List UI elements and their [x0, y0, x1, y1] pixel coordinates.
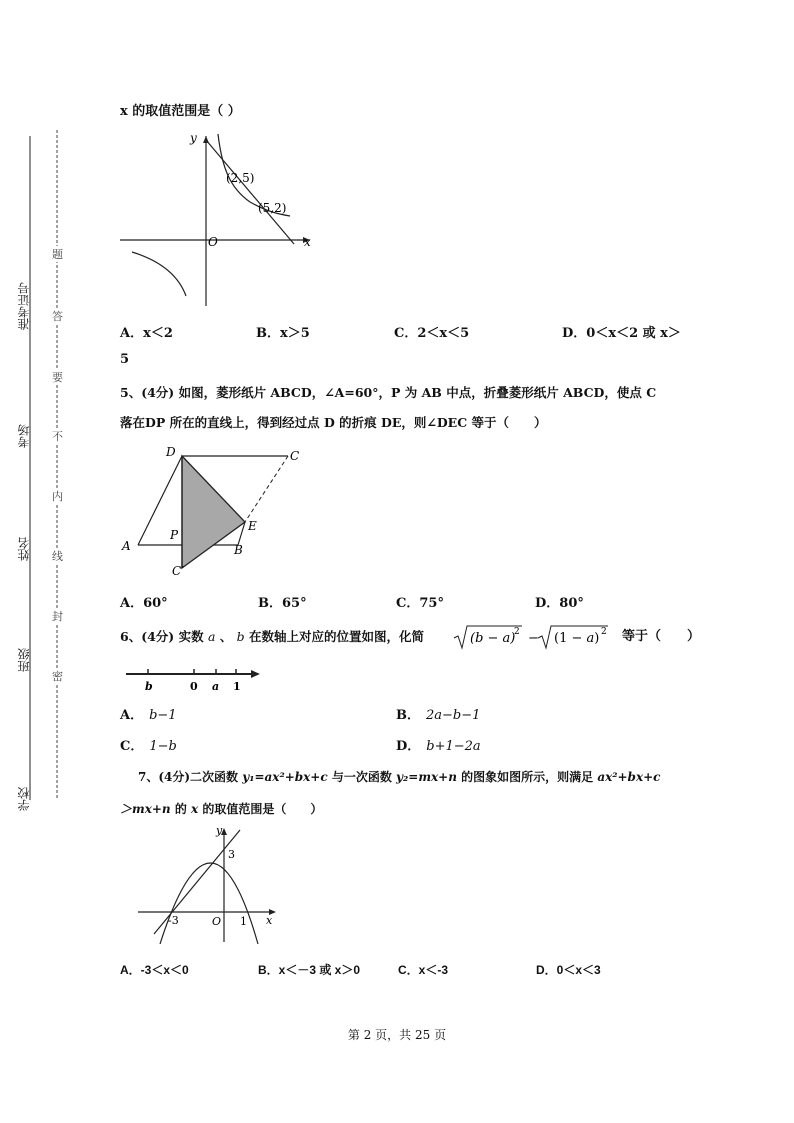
origin-label: O [208, 235, 218, 249]
label-school: 学校 [17, 787, 31, 811]
label-p: P [170, 528, 179, 542]
q5-option-d[interactable]: D．80° [535, 596, 584, 611]
q5-option-b[interactable]: B．65° [258, 596, 307, 611]
label-1: 1 [240, 915, 247, 928]
svg-text:2: 2 [514, 627, 520, 637]
q5-stem-line1: 5、(4分) 如图，菱形纸片 ABCD，∠A=60°，P 为 AB 中点，折叠菱形纸片 ABCD，使点 C [120, 385, 657, 400]
svg-text:−: − [528, 631, 539, 646]
label-neg3: -3 [168, 914, 179, 927]
linear-line [154, 830, 240, 934]
label-exam-id: 准考证号 [17, 282, 31, 330]
q4-option-a[interactable]: A．x＜2 [120, 326, 173, 341]
q6-middle: 在数轴上对应的位置如图，化简 [249, 629, 425, 644]
q4-graph [118, 128, 323, 310]
q7-option-c[interactable]: C．x＜-3 [398, 963, 449, 977]
svg-text:(1 − a): (1 − a) [554, 631, 600, 646]
q7-stem-line2: ＞mx+n 的 x 的取值范围是（ ） [120, 802, 323, 816]
nl-a: a [212, 680, 220, 693]
seal-char: 封 [52, 610, 63, 623]
binding-lines [0, 0, 80, 1123]
q5-stem-line2: 落在DP 所在的直线上，得到经过点 D 的折痕 DE，则∠DEC 等于（ ） [120, 415, 547, 430]
q6-sep: 、 [219, 629, 233, 644]
q6-var-a: a [207, 629, 216, 644]
hyperbola-branch-left [132, 252, 186, 296]
origin-label: O [212, 915, 222, 928]
seal-char: 题 [52, 248, 63, 261]
x-axis-label: x [304, 235, 311, 249]
point-label-5-2: (5,2) [258, 201, 287, 215]
seal-char: 线 [52, 550, 63, 563]
page-footer: 第 2 页，共 25 页 [347, 1028, 447, 1042]
q4-option-c[interactable]: C．2＜x＜5 [394, 326, 470, 341]
q4-option-d-continued: 5 [120, 352, 130, 367]
label-class: 班级 [17, 648, 31, 672]
point-label-2-5: (2,5) [226, 171, 255, 185]
nl-one: 1 [233, 680, 241, 693]
q4-option-d[interactable]: D．0＜x＜2 或 x＞ [562, 326, 681, 341]
linear-function-line [206, 140, 294, 244]
q6-var-b: b [236, 629, 245, 644]
y-axis-label: y [190, 131, 197, 145]
q6-number-line [120, 664, 265, 694]
q7-stem-line1: 7、(4分)二次函数 y₁=ax²+bx+c 与一次函数 y₂=mx+n 的图象如图所示，则满足 ax²+bx+c [138, 770, 661, 784]
q7-option-a[interactable]: A．-3＜x＜0 [120, 963, 189, 977]
label-name: 姓名 [17, 537, 31, 561]
svg-text:(b − a): (b − a) [470, 631, 516, 646]
q6-option-b[interactable]: B． 2a−b−1 [396, 708, 481, 723]
label-a: A [122, 539, 131, 553]
q7-option-d[interactable]: D．0＜x＜3 [536, 963, 601, 977]
seal-char: 答 [52, 310, 63, 323]
label-e: E [248, 519, 257, 533]
q6-option-d[interactable]: D． b+1−2a [396, 739, 481, 754]
seal-char: 密 [52, 670, 63, 683]
q5-figure [118, 442, 308, 580]
q4-option-b[interactable]: B．x＞5 [256, 326, 310, 341]
parabola [160, 863, 258, 944]
q7-option-b[interactable]: B．x＜－3 或 x＞0 [258, 963, 361, 977]
q7-graph [136, 822, 284, 944]
q6-option-c[interactable]: C． 1−b [120, 739, 177, 754]
q6-prefix: 6、(4分) 实数 [120, 629, 204, 644]
q4-stem-tail: x 的取值范围是（ ） [120, 104, 241, 119]
nl-zero: 0 [190, 680, 198, 693]
q5-option-a[interactable]: A．60° [120, 596, 168, 611]
q5-option-c[interactable]: C．75° [396, 596, 444, 611]
label-c: C [290, 449, 300, 463]
label-c-prime: C′ [172, 564, 184, 578]
x-label: x [266, 914, 273, 927]
q6-expression [452, 622, 618, 652]
q6-stem [120, 628, 424, 646]
label-3: 3 [228, 848, 235, 861]
nl-b: b [145, 680, 153, 693]
q6-option-a[interactable]: A． b−1 [120, 708, 177, 723]
seal-char: 要 [52, 371, 63, 384]
label-exam-room: 考场 [17, 424, 31, 448]
svg-text:2: 2 [601, 627, 607, 637]
seal-char: 不 [52, 430, 63, 443]
label-d: D [166, 445, 176, 459]
label-b: B [234, 543, 243, 557]
seal-char: 内 [52, 490, 63, 503]
y-label: y [216, 824, 223, 837]
q6-suffix: 等于（ ） [622, 629, 701, 644]
